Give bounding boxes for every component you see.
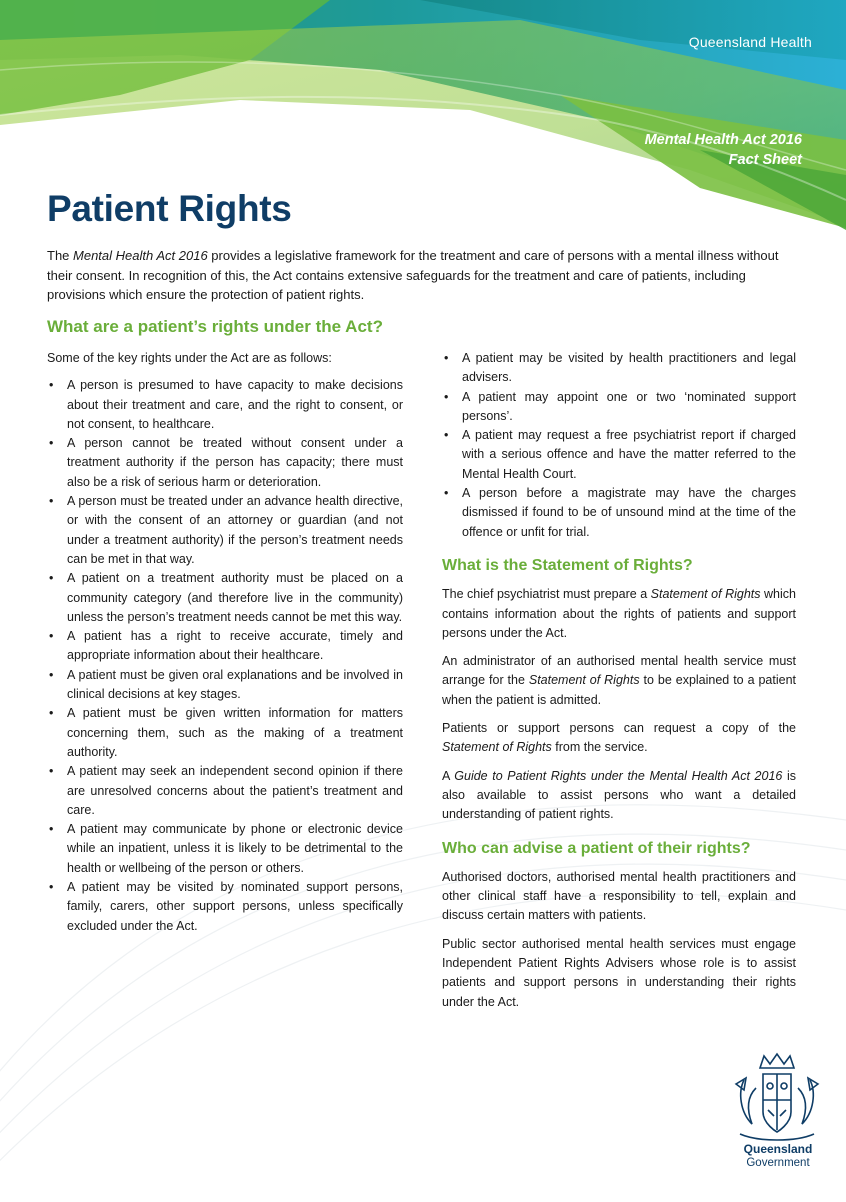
list-item: • A patient may seek an independent second opinion if there are unresolved concerns about the patient’s treatment and care. <box>47 762 403 820</box>
list-item: • A person must be treated under an advance health directive, or with the consent of an attorney or guardian (and not under a treatment authority) if the person’s treatment needs can be met in that way. <box>47 492 403 569</box>
text: to be explained to a patient when the patient is admitted. <box>442 673 796 707</box>
list-item: • A person is presumed to have capacity to make decisions about their treatment and care, and the right to consent, or not consent, to healthcare. <box>47 376 403 434</box>
intro-text-rest: provides a legislative framework for the treatment and care of persons with a mental illness without their consent. In recognition of this, the Act contains extensive safeguards for the treatment and care of patients, including provisions which ensure the protection of patient rights. <box>47 248 779 303</box>
text: A <box>442 768 455 783</box>
section-advise-heading: Who can advise a patient of their rights? <box>442 839 751 857</box>
page-title: Patient Rights <box>47 188 292 229</box>
text: from the service. <box>551 740 648 755</box>
list-item: • A patient may be visited by health practitioners and legal advisers. <box>442 349 796 388</box>
advise-paragraph-1: Authorised doctors, authorised mental health practitioners and other clinical staff have a responsibility to tell, explain and discuss certain matters with patients. <box>442 869 796 923</box>
statement-of-rights-italic: Statement of Rights <box>650 587 761 602</box>
statement-of-rights-italic: Statement of Rights <box>442 740 552 755</box>
intro-act-name: Mental Health Act 2016 <box>73 248 208 263</box>
left-column <box>47 349 403 936</box>
statement-paragraph-2 <box>442 652 796 710</box>
queensland-health-label: Queensland Health <box>688 34 812 50</box>
statement-paragraph-4 <box>442 767 796 825</box>
list-item: • A patient must be given oral explanations and be involved in clinical decisions at key stages. <box>47 666 403 705</box>
statement-paragraph-1 <box>442 585 796 643</box>
logo-wordmark: Queensland <box>743 1142 813 1156</box>
intro-paragraph <box>47 246 799 305</box>
series-act-name: Mental Health Act 2016 <box>644 132 802 148</box>
list-item: • A patient has a right to receive accurate, timely and appropriate information about their healthcare. <box>47 627 403 666</box>
rights-lead: Some of the key rights under the Act are as follows: <box>47 351 332 365</box>
intro-text-start: The <box>47 248 74 263</box>
text: is also available to assist persons who want a detailed understanding of patient rights. <box>442 768 796 822</box>
statement-paragraph-3 <box>442 719 796 758</box>
list-item: • A patient may communicate by phone or electronic device while an inpatient, unless it is likely to be detrimental to the health or wellbeing of the person or others. <box>47 820 403 878</box>
text: Patients or support persons can request a copy of the <box>442 721 796 736</box>
text: The chief psychiatrist must prepare a <box>442 587 651 602</box>
section-rights-heading: What are a patient’s rights under the Act? <box>47 317 383 336</box>
series-doc-type: Fact Sheet <box>728 152 802 168</box>
logo-subtext: Government <box>746 1157 810 1169</box>
statement-of-rights-italic: Statement of Rights <box>528 673 640 688</box>
list-item: • A patient must be given written information for matters concerning them, such as the making of a treatment authority. <box>47 704 403 762</box>
list-item: • A person before a magistrate may have the charges dismissed if found to be of unsound mind at the time of the offence or unfit for trial. <box>442 484 796 542</box>
list-item: • A patient may be visited by nominated support persons, family, carers, other support persons, unless specifically excluded under the Act. <box>47 878 403 936</box>
rights-list-left <box>47 376 403 936</box>
guide-title-italic: Guide to Patient Rights under the Mental Health Act 2016 <box>454 768 783 783</box>
text: An administrator of an authorised mental health service must arrange for the <box>442 654 796 688</box>
text: which contains information about the rights of patients and support persons under the Act. <box>442 587 796 640</box>
list-item: • A patient may appoint one or two ‘nominated support persons’. <box>442 388 796 427</box>
series-label <box>645 130 802 170</box>
list-item: • A person cannot be treated without consent under a treatment authority if the person has capacity; there must also be a risk of serious harm or deterioration. <box>47 434 403 492</box>
right-column <box>442 349 796 1021</box>
list-item: • A patient may request a free psychiatrist report if charged with a serious offence and have the matter referred to the Mental Health Court. <box>442 426 796 484</box>
rights-list-right <box>442 349 796 542</box>
advise-paragraph-2: Public sector authorised mental health services must engage Independent Patient Rights Advisers whose role is to assist patients and support persons in understanding their rights under the Act. <box>442 936 796 1009</box>
list-item: • A patient on a treatment authority must be placed on a community category (and therefore live in the community) unless the person’s treatment needs cannot be met this way. <box>47 569 403 627</box>
section-statement-heading: What is the Statement of Rights? <box>442 556 693 574</box>
